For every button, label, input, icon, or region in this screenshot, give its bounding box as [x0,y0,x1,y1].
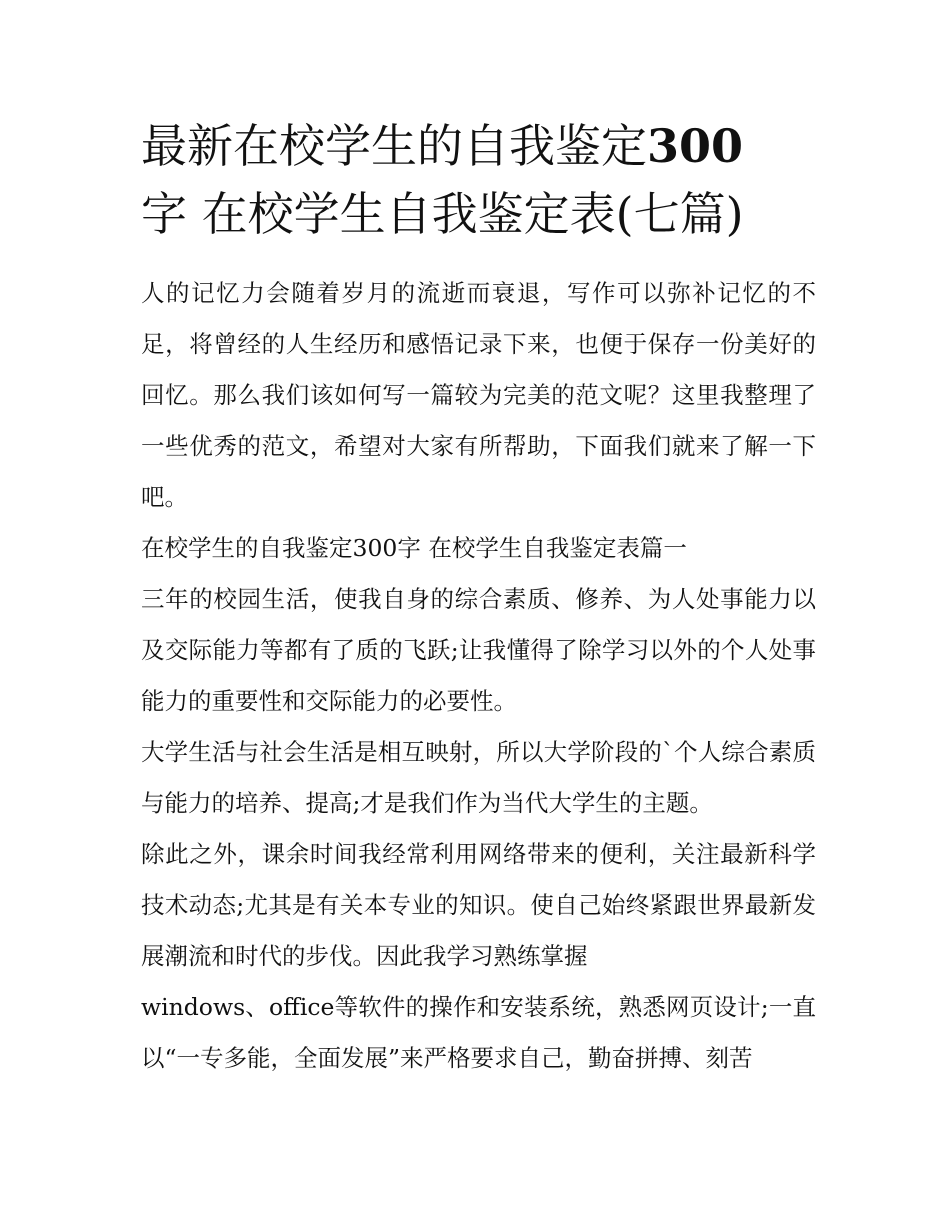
title-line1-text: 最新在校学生的自我鉴定 [141,119,647,173]
paragraph-intro: 人的记忆力会随着岁月的流逝而衰退，写作可以弥补记忆的不足，将曾经的人生经历和感悟记录下来，也便于保存一份美好的回忆。那么我们该如何写一篇较为完美的范文呢？这里我整理了一些优秀的范文，希望对大家有所帮助，下面我们就来了解一下吧。 [141,279,816,511]
paragraph: 除此之外，课余时间我经常利用网络带来的便利，关注最新科学技术动态;尤其是有关本专业的知识。使自己始终紧跟世界最新发展潮流和时代的步伐。因此我学习熟练掌握 [141,840,816,970]
title-line1-number: 300 [647,119,744,173]
document-title [141,112,816,248]
title-line2: 字 在校学生自我鉴定表(七篇) [141,187,744,241]
section-heading: 在校学生的自我鉴定300字 在校学生自我鉴定表篇一 [141,534,687,562]
paragraph: 三年的校园生活，使我自身的综合素质、修养、为人处事能力以及交际能力等都有了质的飞跃;让我懂得了除学习以外的个人处事能力的重要性和交际能力的必要性。 [141,585,816,715]
paragraph: windows、office等软件的操作和安装系统，熟悉网页设计;一直以“一专多能，全面发展”来严格要求自己，勤奋拼搏、刻苦 [141,993,816,1072]
document-page [141,112,816,1084]
document-body [141,268,816,1084]
paragraph: 大学生活与社会生活是相互映射，所以大学阶段的`个人综合素质与能力的培养、提高;才是我们作为当代大学生的主题。 [141,738,816,817]
